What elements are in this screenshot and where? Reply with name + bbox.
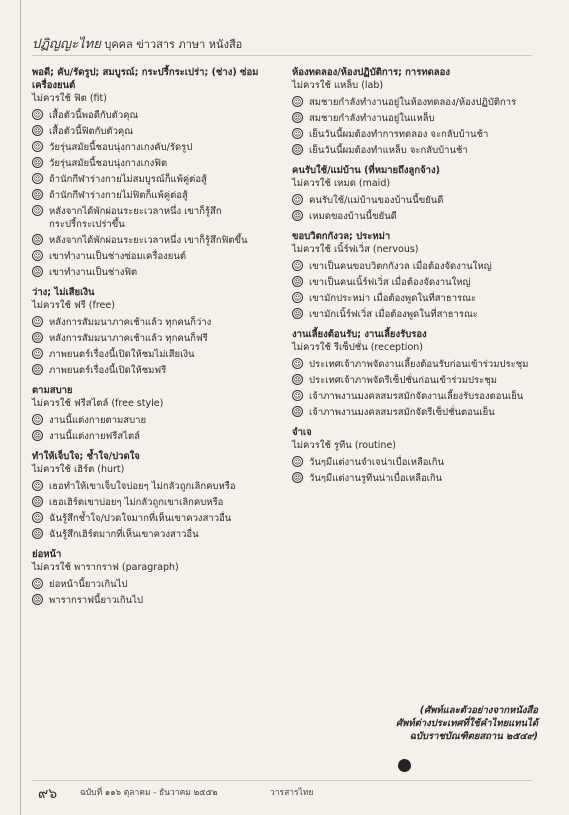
entry-section bbox=[32, 450, 277, 541]
entry-avoid-note: ไม่ควรใช้ เนิ้ร์ฟเวิ่ส (nervous) bbox=[292, 244, 419, 255]
example-item bbox=[292, 128, 537, 141]
smiley-face-icon: ☺ bbox=[293, 262, 302, 270]
header-brand: ปฏิญญะไทย bbox=[32, 37, 101, 52]
entry-avoid-note: ไม่ควรใช้ แหล็บ (lab) bbox=[292, 80, 384, 91]
example-text: สมชายกำลังทำงานอยู่ในห้องทดลอง/ห้องปฏิบัติการ bbox=[309, 97, 517, 108]
smiley-face-icon: ☺ bbox=[33, 350, 42, 358]
frowning-face-icon: ☹ bbox=[293, 408, 302, 416]
example-item bbox=[32, 512, 277, 525]
credit-line-3: ฉบับราชบัณฑิตยสถาน ๒๕๔๙) bbox=[409, 731, 538, 742]
smiley-face-icon: ☺ bbox=[33, 252, 42, 260]
example-item bbox=[292, 308, 537, 321]
example-text: เธอเฮิร์ตเขาบ่อยๆ ไม่กลัวถูกเขาเลิกคบหรือ bbox=[49, 497, 224, 508]
entry-heading: คนรับใช้/แม่บ้าน (ที่หมายถึงลูกจ้าง) bbox=[292, 165, 440, 176]
example-text: เขาทำงานเป็นช่างซ่อมเครื่องยนต์ bbox=[49, 251, 187, 262]
smiley-face-icon: ☺ bbox=[293, 98, 302, 106]
publisher-logo: วารสารไทย bbox=[270, 788, 314, 798]
smiley-face-icon: ☺ bbox=[33, 482, 42, 490]
frowning-face-icon: ☹ bbox=[33, 432, 42, 440]
entry-section bbox=[292, 328, 537, 419]
example-text: เขาเป็นคนขอบวิตกกังวล เมื่อต้องจัดงานใหญ่ bbox=[309, 261, 492, 272]
smiley-face-icon: ☺ bbox=[293, 196, 302, 204]
smiley-face-icon: ☺ bbox=[33, 416, 42, 424]
example-item bbox=[32, 528, 277, 541]
example-text: เขามักเนิ้ร์ฟเวิ่ส เมื่อต้องพูดในที่สาธารณะ bbox=[309, 309, 478, 320]
example-text: หลังจากได้พักผ่อนระยะเวลาหนึ่ง เขาก็รู้สึกฟิตขึ้น bbox=[49, 235, 248, 246]
frowning-face-icon: ☹ bbox=[293, 114, 302, 122]
frowning-face-icon: ☹ bbox=[293, 310, 302, 318]
decorative-border bbox=[20, 0, 21, 815]
example-text: เสื้อตัวนี้พอดีกับตัวคุณ bbox=[49, 110, 139, 121]
entry-heading: จำเจ bbox=[292, 427, 312, 438]
smiley-face-icon: ☺ bbox=[33, 175, 42, 183]
frowning-face-icon: ☹ bbox=[33, 530, 42, 538]
example-item bbox=[292, 276, 537, 289]
entry-avoid-note: ไม่ควรใช้ เหมด (maid) bbox=[292, 178, 391, 189]
example-item bbox=[32, 480, 277, 493]
header-subtitle: บุคคล ข่าวสาร ภาษา หนังสือ bbox=[104, 38, 243, 51]
example-text: หลังจากได้พักผ่อนระยะเวลาหนึ่ง เขาก็รู้สึกกระปรี้กระเปร่าขึ้น bbox=[49, 206, 222, 230]
example-item bbox=[32, 157, 277, 170]
frowning-face-icon: ☹ bbox=[33, 334, 42, 342]
example-text: เย็นวันนี้ผมต้องทำการทดลอง จะกลับบ้านช้า bbox=[309, 129, 489, 140]
example-item bbox=[32, 414, 277, 427]
example-item bbox=[32, 205, 277, 231]
page-number: ๙๖ bbox=[38, 786, 58, 802]
entry-heading: ขอบวิตกกังวล; ประหม่า bbox=[292, 231, 391, 242]
example-item bbox=[32, 173, 277, 186]
example-item bbox=[292, 260, 537, 273]
entry-avoid-note: ไม่ควรใช้ รูทีน (routine) bbox=[292, 440, 396, 451]
source-credit bbox=[300, 704, 538, 743]
entry-avoid-note: ไม่ควรใช้ ฟิต (fit) bbox=[32, 93, 107, 104]
example-item bbox=[292, 96, 537, 109]
example-item bbox=[292, 374, 537, 387]
example-text: ประเทศเจ้าภาพจัดงานเลี้ยงต้อนรับก่อนเข้าร่วมประชุม bbox=[309, 359, 529, 370]
example-text: เย็นวันนี้ผมต้องทำแหล็บ จะกลับบ้านช้า bbox=[309, 145, 468, 156]
issue-info: ฉบับที่ ๑๑๖ ตุลาคม - ธันวาคม ๒๕๕๒ bbox=[80, 788, 218, 798]
frowning-face-icon: ☹ bbox=[33, 127, 42, 135]
example-text: หลังการสัมมนาภาคเช้าแล้ว ทุกคนก็ว่าง bbox=[49, 317, 212, 328]
example-item bbox=[32, 578, 277, 591]
example-text: ถ้านักกีฬาร่างกายไม่สมบูรณ์ก็แพ้คู่ต่อสู้ bbox=[49, 174, 207, 185]
example-text: วัยรุ่นสมัยนี้ชอบนุ่งกางเกงฟิต bbox=[49, 158, 168, 169]
example-item bbox=[292, 112, 537, 125]
example-item bbox=[32, 430, 277, 443]
example-text: ย่อหน้านี้ยาวเกินไป bbox=[49, 579, 128, 590]
example-item bbox=[32, 348, 277, 361]
example-item bbox=[292, 358, 537, 371]
header-divider bbox=[32, 55, 532, 56]
example-text: สมชายกำลังทำงานอยู่ในแหล็บ bbox=[309, 113, 435, 124]
entry-section bbox=[32, 66, 277, 279]
entry-heading: ย่อหน้า bbox=[32, 549, 62, 560]
entry-heading: พอดี; คับ/รัดรูป; สมบูรณ์; กระปรี้กระเปร่า; (ช่าง) ซ่อมเครื่องยนต์ bbox=[32, 67, 259, 91]
entry-avoid-note: ไม่ควรใช้ รีเซ็ปชั่น (reception) bbox=[292, 342, 423, 353]
smiley-face-icon: ☺ bbox=[293, 294, 302, 302]
frowning-face-icon: ☹ bbox=[33, 596, 42, 604]
example-item bbox=[292, 144, 537, 157]
example-text: วัยรุ่นสมัยนี้ชอบนุ่งกางเกงคับ/รัดรูป bbox=[49, 142, 193, 153]
example-text: เขาทำงานเป็นช่างฟิต bbox=[49, 267, 138, 278]
example-text: เขามักประหม่า เมื่อต้องพูดในที่สาธารณะ bbox=[309, 293, 477, 304]
smiley-face-icon: ☺ bbox=[33, 111, 42, 119]
example-text: ภาพยนตร์เรื่องนี้เปิดให้ชมฟรี bbox=[49, 365, 167, 376]
frowning-face-icon: ☹ bbox=[293, 376, 302, 384]
example-text: งานนี้แต่งกายฟรีสไตล์ bbox=[49, 431, 140, 442]
smiley-face-icon: ☺ bbox=[33, 318, 42, 326]
example-item bbox=[292, 292, 537, 305]
page-header bbox=[32, 33, 242, 54]
entry-section bbox=[292, 426, 537, 485]
example-text: คนรับใช้/แม่บ้านของบ้านนี้ขยันดี bbox=[309, 195, 444, 206]
entry-heading: ว่าง; ไม่เสียเงิน bbox=[32, 287, 95, 298]
entry-section bbox=[292, 66, 537, 157]
example-item bbox=[32, 594, 277, 607]
smiley-face-icon: ☺ bbox=[33, 207, 42, 215]
smiley-face-icon: ☺ bbox=[293, 458, 302, 466]
example-item bbox=[292, 406, 537, 419]
example-text: ภาพยนตร์เรื่องนี้เปิดให้ชมไม่เสียเงิน bbox=[49, 349, 195, 360]
example-item bbox=[32, 364, 277, 377]
entry-section bbox=[292, 230, 537, 321]
credit-line-1: (ศัพท์และตัวอย่างจากหนังสือ bbox=[419, 705, 538, 716]
example-item bbox=[32, 125, 277, 138]
entry-heading: ทำให้เจ็บใจ; ช้ำใจ/ปวดใจ bbox=[32, 451, 140, 462]
example-text: พารากราฟนี้ยาวเกินไป bbox=[49, 595, 143, 606]
frowning-face-icon: ☹ bbox=[293, 474, 302, 482]
frowning-face-icon: ☹ bbox=[33, 191, 42, 199]
entry-section bbox=[32, 548, 277, 607]
frowning-face-icon: ☹ bbox=[293, 146, 302, 154]
footer-divider bbox=[32, 780, 532, 781]
example-item bbox=[32, 250, 277, 263]
entry-avoid-note: ไม่ควรใช้ เฮิร์ต (hurt) bbox=[32, 464, 125, 475]
smiley-face-icon: ☺ bbox=[293, 130, 302, 138]
example-item bbox=[32, 109, 277, 122]
frowning-face-icon: ☹ bbox=[293, 278, 302, 286]
example-text: ฉันรู้สึกเฮิร์ตมากที่เห็นเขาควงสาวอื่น bbox=[49, 529, 199, 540]
entry-avoid-note: ไม่ควรใช้ ฟรีสไตล์ (free style) bbox=[32, 398, 164, 409]
frowning-face-icon: ☹ bbox=[33, 268, 42, 276]
example-item bbox=[32, 141, 277, 154]
example-text: วันๆมีแต่งานจำเจน่าเบื่อเหลือเกิน bbox=[309, 457, 445, 468]
example-item bbox=[32, 316, 277, 329]
frowning-face-icon: ☹ bbox=[33, 366, 42, 374]
smiley-face-icon: ☺ bbox=[33, 514, 42, 522]
example-item bbox=[292, 210, 537, 223]
left-column bbox=[32, 66, 277, 614]
example-item bbox=[32, 234, 277, 247]
entry-avoid-note: ไม่ควรใช้ ฟรี (free) bbox=[32, 300, 115, 311]
example-text: เขาเป็นคนเนิ้ร์ฟเวิ่ส เมื่อต้องจัดงานใหญ่ bbox=[309, 277, 471, 288]
example-item bbox=[292, 456, 537, 469]
entry-section bbox=[292, 164, 537, 223]
frowning-face-icon: ☹ bbox=[293, 212, 302, 220]
entry-heading: ตามสบาย bbox=[32, 385, 73, 396]
example-text: เจ้าภาพงานมงคลสมรสมักจัดรีเซ็ปชั่นตอนเย็น bbox=[309, 407, 495, 418]
example-text: ถ้านักกีฬาร่างกายไม่ฟิตก็แพ้คู่ต่อสู้ bbox=[49, 190, 188, 201]
example-text: งานนี้แต่งกายตามสบาย bbox=[49, 415, 147, 426]
frowning-face-icon: ☹ bbox=[33, 498, 42, 506]
example-text: ประเทศเจ้าภาพจัดรีเซ็ปชั่นก่อนเข้าร่วมประชุม bbox=[309, 375, 497, 386]
smiley-face-icon: ☺ bbox=[33, 143, 42, 151]
example-text: หลังการสัมมนาภาคเช้าแล้ว ทุกคนก็ฟรี bbox=[49, 333, 208, 344]
end-mark-icon bbox=[398, 759, 411, 772]
example-text: วันๆมีแต่งานรูทีนน่าเบื่อเหลือเกิน bbox=[309, 473, 443, 484]
example-item bbox=[32, 496, 277, 509]
frowning-face-icon: ☹ bbox=[33, 236, 42, 244]
entry-avoid-note: ไม่ควรใช้ พารากราฟ (paragraph) bbox=[32, 562, 179, 573]
example-text: เหมดของบ้านนี้ขยันดี bbox=[309, 211, 397, 222]
example-item bbox=[292, 472, 537, 485]
example-item bbox=[292, 194, 537, 207]
smiley-face-icon: ☺ bbox=[293, 360, 302, 368]
smiley-face-icon: ☺ bbox=[33, 580, 42, 588]
entry-section bbox=[32, 384, 277, 443]
example-text: เสื้อตัวนี้ฟิตกับตัวคุณ bbox=[49, 126, 134, 137]
right-column bbox=[292, 66, 537, 492]
example-item bbox=[32, 332, 277, 345]
credit-line-2: ศัพท์ต่างประเทศที่ใช้คำไทยแทนได้ bbox=[396, 718, 538, 729]
entry-heading: ห้องทดลอง/ห้องปฏิบัติการ; การทดลอง bbox=[292, 67, 450, 78]
example-item bbox=[32, 266, 277, 279]
example-item bbox=[292, 390, 537, 403]
example-text: ฉันรู้สึกช้ำใจ/ปวดใจมากที่เห็นเขาควงสาวอื่น bbox=[49, 513, 232, 524]
example-text: เจ้าภาพงานมงคลสมรสมักจัดงานเลี้ยงรับรองตอนเย็น bbox=[309, 391, 524, 402]
frowning-face-icon: ☹ bbox=[33, 159, 42, 167]
entry-section bbox=[32, 286, 277, 377]
entry-heading: งานเลี้ยงต้อนรับ; งานเลี้ยงรับรอง bbox=[292, 329, 427, 340]
example-text: เธอทำให้เขาเจ็บใจบ่อยๆ ไม่กลัวถูกเลิกคบหรือ bbox=[49, 481, 236, 492]
smiley-face-icon: ☺ bbox=[293, 392, 302, 400]
example-item bbox=[32, 189, 277, 202]
